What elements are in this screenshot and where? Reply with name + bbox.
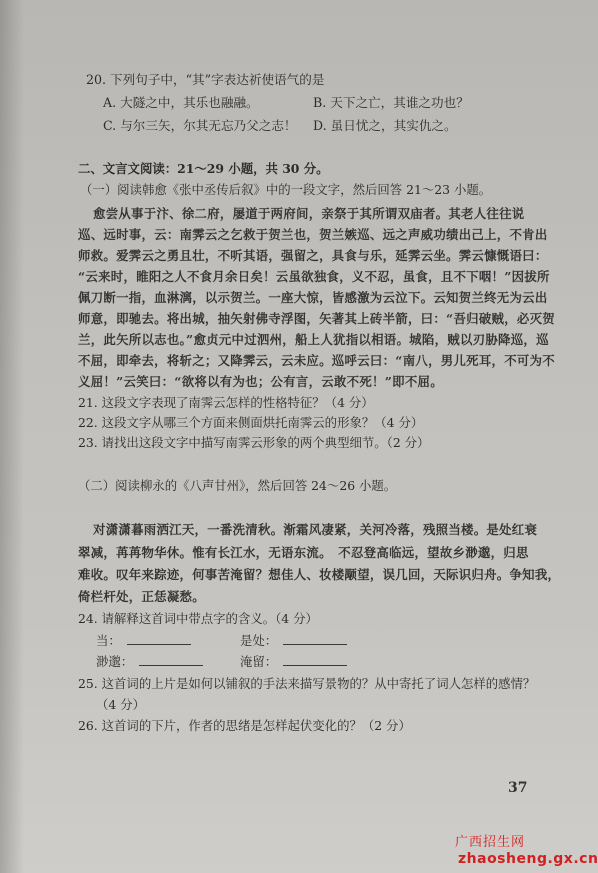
page-edge-shadow	[0, 0, 24, 873]
blank-miaomiao	[96, 654, 203, 670]
q20-option-a: A. 大隧之中，其乐也融融。	[103, 95, 259, 110]
q25: 25. 这首词的上片是如何以铺叙的手法来描写景物的？从中寄托了词人怎样的感情？	[78, 676, 536, 691]
poem-line: 倚栏杆处，正恁凝愁。	[78, 589, 205, 604]
q23: 23. 请找出这段文字中描写南霁云形象的两个典型细节。（2 分）	[78, 435, 430, 450]
part2-intro: （二）阅读柳永的《八声甘州》，然后回答 24～26 小题。	[78, 478, 397, 493]
passage1-line: 佩刀断一指，血淋漓，以示贺兰。一座大惊，皆感激为云泣下。云知贺兰终无为云出	[78, 290, 548, 305]
q21: 21. 这段文字表现了南霁云怎样的性格特征？（4 分）	[78, 395, 374, 410]
poem-line: 难收。叹年来踪迹，何事苦淹留？想佳人、妆楼颙望，误几回，天际识归舟。争知我，	[78, 567, 561, 582]
part1-intro: （一）阅读韩愈《张中丞传后叙》中的一段文字，然后回答 21～23 小题。	[80, 182, 492, 197]
blank-label: 当：	[96, 633, 121, 648]
blank-label: 渺邈：	[96, 654, 134, 669]
q20-option-d: D. 虽日忧之，其实仇之。	[313, 118, 457, 133]
q24: 24. 请解释这首词中带点字的含义。（4 分）	[78, 611, 318, 626]
passage1-line: 愈尝从事于汴、徐二府，屡道于两府间，亲祭于其所谓双庙者。其老人往往说	[93, 206, 525, 221]
passage1-line: 巡、远时事，云：南霁云之乞救于贺兰也，贺兰嫉巡、远之声威功绩出己上，不肯出	[78, 227, 548, 242]
q20-stem: 20. 下列句子中，“其”字表达祈使语气的是	[86, 72, 325, 87]
page-number: 37	[508, 780, 528, 796]
answer-line[interactable]	[283, 633, 347, 645]
q25-score: （4 分）	[96, 697, 145, 712]
poem-line: 对潇潇暮雨洒江天，一番洗清秋。渐霜风凄紧，关河冷落，残照当楼。是处红衰	[93, 522, 538, 537]
passage1-line: 兰，此矢所以志也。”愈贞元中过泗州，船上人犹指以相语。城陷，贼以刃胁降巡，巡	[78, 332, 549, 347]
passage1-line: 师救。爱霁云之勇且壮，不听其语，强留之，具食与乐，延霁云坐。霁云慷慨语曰：	[78, 248, 548, 263]
answer-line[interactable]	[283, 654, 347, 666]
passage1-line: 义屈！”云笑曰：“欲将以有为也；公有言，云敢不死！”即不屈。	[78, 374, 443, 389]
blank-yanliu	[240, 654, 347, 670]
watermark-site-name: 广西招生网	[455, 835, 526, 850]
q26: 26. 这首词的下片，作者的思绪是怎样起伏变化的？（2 分）	[78, 718, 411, 733]
passage1-line: 不屈，即牵去，将斩之；又降霁云，云未应。巡呼云曰：“南八，男儿死耳，不可为不	[78, 353, 555, 368]
section2-heading: 二、文言文阅读：21～29 小题，共 30 分。	[78, 161, 329, 176]
blank-label: 是处：	[240, 633, 278, 648]
passage1-line: “云来时，睢阳之人不食月余日矣！云虽欲独食，义不忍，虽食，且不下咽！”因拔所	[78, 269, 550, 284]
answer-line[interactable]	[139, 654, 203, 666]
passage1-line: 师意，即驰去。将出城，抽矢射佛寺浮图，矢著其上砖半箭，曰：“吾归破贼，必灭贺	[78, 311, 555, 326]
q20-option-c: C. 与尔三矢，尔其无忘乃父之志！	[103, 118, 297, 133]
q22: 22. 这段文字从哪三个方面来侧面烘托南霁云的形象？（4 分）	[78, 415, 424, 430]
blank-label: 淹留：	[240, 654, 278, 669]
watermark-url: zhaosheng.gx.cn	[458, 851, 598, 867]
blank-shichu	[240, 633, 347, 649]
answer-line[interactable]	[127, 633, 191, 645]
q20-option-b: B. 天下之亡，其谁之功也？	[313, 95, 469, 110]
blank-dang	[96, 633, 191, 649]
poem-line: 翠减，苒苒物华休。惟有长江水，无语东流。 不忍登高临远，望故乡渺邈，归思	[78, 545, 529, 560]
